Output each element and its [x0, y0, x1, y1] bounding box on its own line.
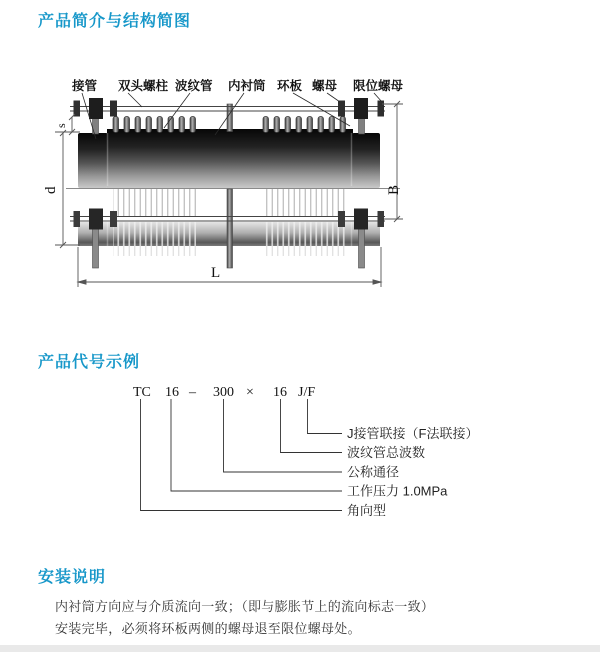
callout-wave-count: 波纹管总波数 [347, 445, 426, 460]
part-label-shuangtou: 双头螺柱 [118, 79, 169, 93]
dim-label-B: B [386, 184, 402, 195]
section-title-code: 产品代号示例 [38, 354, 141, 371]
part-labels [71, 78, 404, 93]
part-label-bowenguan: 波纹管 [175, 79, 213, 93]
code-segments [133, 385, 315, 400]
callout-diameter: 公称通径 [347, 464, 400, 480]
section-title-intro: 产品简介与结构简图 [38, 13, 192, 30]
page-bottom-strip [0, 645, 600, 652]
install-line-1: 内衬筒方向应与介质流向一致；（即与膨胀节上的流向标志一致） [55, 599, 435, 614]
part-label-huanban: 环板 [277, 79, 303, 93]
code-seg-dash: – [189, 385, 196, 400]
dim-label-s: s [54, 123, 68, 128]
part-label-luomu: 螺母 [312, 79, 338, 93]
structure-diagram [0, 70, 600, 305]
code-seg-300: 300 [213, 385, 234, 400]
upper-body [78, 129, 380, 188]
code-leader-lines [141, 399, 343, 511]
callout-type: 角向型 [347, 503, 387, 518]
section-title-install: 安装说明 [38, 569, 107, 586]
code-seg-16b: 16 [273, 385, 287, 400]
part-label-jieguan: 接管 [72, 79, 98, 93]
code-seg-tc: TC [133, 385, 151, 400]
product-code-diagram [0, 373, 600, 528]
code-seg-times: × [246, 385, 254, 400]
dim-label-d: d [43, 186, 59, 194]
code-seg-jf: J/F [298, 385, 316, 400]
code-seg-16a: 16 [165, 385, 179, 400]
callout-pressure: 工作压力 1.0MPa [347, 483, 448, 499]
install-instructions [55, 596, 434, 640]
code-callouts [347, 426, 478, 518]
install-line-2: 安装完毕，必须将环板两侧的螺母退至限位螺母处。 [55, 621, 361, 636]
part-label-neichentong: 内衬筒 [228, 79, 266, 93]
dim-label-L: L [211, 265, 221, 281]
callout-connection: J接管联接（F法联接） [347, 426, 479, 441]
part-label-xianwei: 限位螺母 [353, 79, 404, 93]
